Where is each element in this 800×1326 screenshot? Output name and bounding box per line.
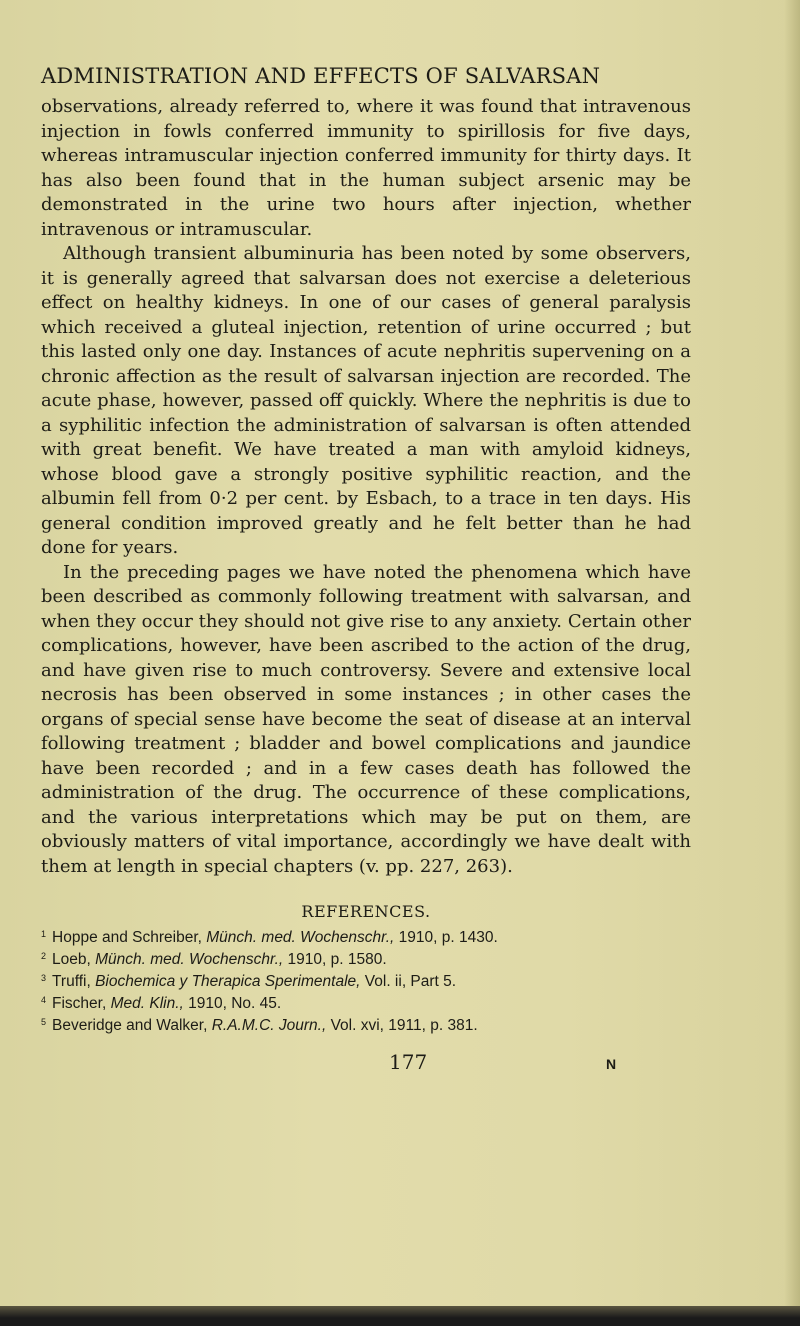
reference-number: 4 <box>41 995 47 1005</box>
reference-item <box>41 925 721 947</box>
reference-detail: Vol. xvi, 1911, p. 381. <box>330 1017 478 1034</box>
reference-authors: Beveridge and Walker, <box>52 1017 208 1034</box>
paragraph: Although transient albuminuria has been noted by some observers, it is generally agreed that salvarsan does not exercise a deleterious effect on healthy kidneys. In one of our cases of general paralysis which received a gluteal injection, retention of urine occurred ; but this lasted only one day. Instances of acute nephritis supervening on a chronic affection as the result of salvarsan injection are recorded. The acute phase, however, passed off quickly. Where the nephritis is due to a syphilitic infection the administration of salvarsan is often attended with great benefit. We have treated a man with amyloid kidneys, whose blood gave a strongly positive syphilitic reaction, and the albumin fell from 0·2 per cent. by Esbach, to a trace in ten days. His general condition improved greatly and he felt better than he had done for years. <box>41 243 691 558</box>
reference-detail: Vol. ii, Part 5. <box>364 973 457 990</box>
reference-journal: Münch. med. Wochenschr., <box>95 951 284 968</box>
reference-journal: Münch. med. Wochenschr., <box>206 929 395 946</box>
paragraph: observations, already referred to, where it was found that intravenous injection in fowls conferred immunity to spirillosis for five days, whereas intramuscular injection conferred immunity for thirty days. It has also been found that in the human subject arsenic may be demonstrated in the urine two hours after injection, whether intravenous or intramuscular. <box>41 96 691 240</box>
reference-detail: 1910, No. 45. <box>188 995 282 1012</box>
reference-detail: 1910, p. 1430. <box>398 929 498 946</box>
reference-authors: Truffi, <box>52 973 91 990</box>
body-text <box>41 95 691 879</box>
running-head: ADMINISTRATION AND EFFECTS OF SALVARSAN <box>41 64 601 88</box>
reference-number: 5 <box>41 1017 47 1027</box>
reference-number: 3 <box>41 973 47 983</box>
reference-item <box>41 969 721 991</box>
reference-item <box>41 1013 721 1035</box>
reference-number: 1 <box>41 929 47 939</box>
reference-authors: Fischer, <box>52 995 107 1012</box>
signature-mark: N <box>606 1056 617 1072</box>
reference-number: 2 <box>41 951 47 961</box>
reference-journal: Biochemica y Therapica Sperimentale, <box>95 973 361 990</box>
reference-authors: Loeb, <box>52 951 91 968</box>
references-list <box>41 925 721 1035</box>
references-heading: REFERENCES. <box>301 902 431 921</box>
reference-authors: Hoppe and Schreiber, <box>52 929 202 946</box>
page-edge-shadow <box>784 0 800 1326</box>
reference-detail: 1910, p. 1580. <box>287 951 387 968</box>
reference-journal: R.A.M.C. Journ., <box>211 1017 327 1034</box>
page-number: 177 <box>389 1050 428 1074</box>
reference-journal: Med. Klin., <box>110 995 184 1012</box>
reference-item <box>41 991 721 1013</box>
reference-item <box>41 947 721 969</box>
scan-bottom-edge <box>0 1306 800 1326</box>
paragraph: In the preceding pages we have noted the phenomena which have been described as commonly following treatment with salvarsan, and when they occur they should not give rise to any anxiety. Certain other complications, however, have been ascribed to the action of the drug, and have given rise to much controversy. Severe and extensive local necrosis has been observed in some instances ; in other cases the organs of special sense have become the seat of disease at an interval following treatment ; bladder and bowel complications and jaundice have been recorded ; and in a few cases death has followed the administration of the drug. The occurrence of these complications, and the various interpretations which may be put on them, are obviously matters of vital importance, accordingly we have dealt with them at length in special chapters (v. pp. 227, 263). <box>41 561 691 877</box>
